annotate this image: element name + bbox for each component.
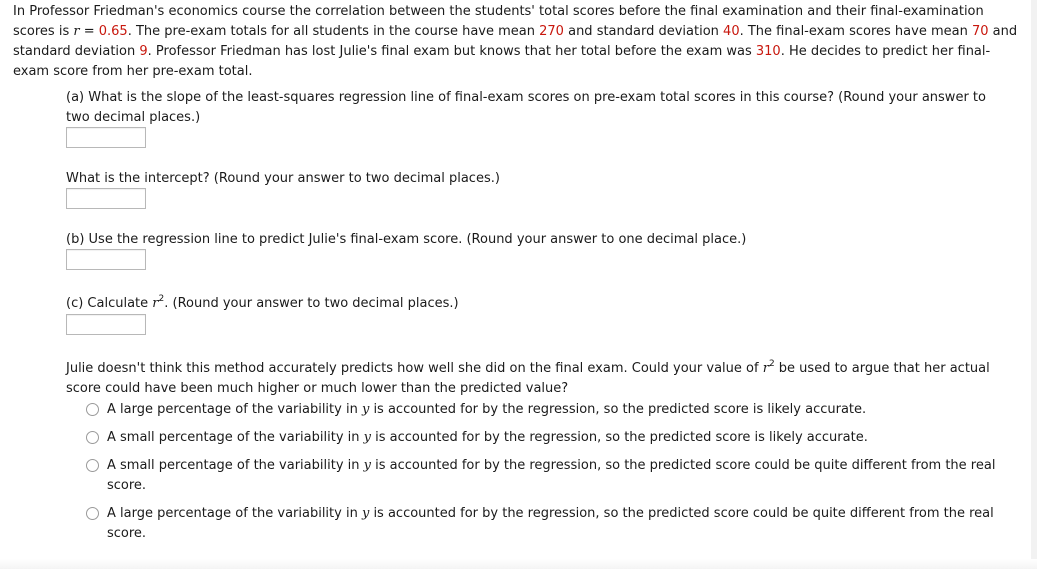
intro-text: . The final-exam scores have mean — [739, 24, 972, 39]
correlation-value: 0.65 — [98, 24, 128, 39]
r-squared-question: (c) Calculate $r^2$. (Round your answer to two decimal places.) — [66, 294, 459, 311]
final-exam-mean: 70 — [971, 24, 989, 39]
radio-button[interactable] — [86, 507, 99, 520]
intro-text: . The pre-exam totals for all students in the course have mean — [127, 24, 540, 39]
intro-text: In Professor Friedman's economics course the correlation between the students' total scores before the final examination and their final-examination scores is — [13, 4, 984, 39]
intercept-question: What is the intercept? (Round your answer to two decimal places.) — [66, 171, 500, 186]
intro-text: . He decides to predict her final-exam score from her pre-exam total. — [13, 44, 991, 79]
intro-text: and standard deviation — [13, 24, 1018, 59]
julie-pre-exam-total: 310 — [755, 44, 781, 59]
pre-exam-mean: 270 — [539, 24, 564, 39]
final-exam-sd: 9 — [139, 44, 148, 59]
intro-text: and standard deviation — [563, 24, 724, 39]
intercept-input[interactable] — [66, 188, 146, 209]
page-bottom-shade — [0, 559, 1037, 569]
prediction-question: (b) Use the regression line to predict Julie's final-exam score. (Round your answer to one decimal place.) — [66, 232, 747, 247]
r-symbol: r — [152, 296, 159, 311]
intro-text: = — [79, 24, 99, 39]
slope-question: (a) What is the slope of the least-squares regression line of final-exam scores on pre-exam total scores in this course? (Round your answer to two decimal places.) — [66, 90, 986, 125]
r-symbol: r — [73, 24, 80, 39]
radio-button[interactable] — [86, 403, 99, 416]
slope-input[interactable] — [66, 127, 146, 148]
problem-intro — [13, 2, 1018, 82]
page-edge — [1031, 0, 1037, 569]
question-page: In Professor Friedman's economics course the correlation between the students' total scores before the final examination and their final-examination scores is r = 0.65. The pre-exam totals for all students in the course have mean 270 and standard deviation 40. The final-exam scores have mean 70 and standard deviation 9. Professor Friedman has lost Julie's final exam but knows that her total before the exam was 310. He decides to predict her final-exam score from her pre-exam total. (a) What is the slope of the least-squares regression line of final-exam scores on pre-exam total scores in this course? (Round your answer to two decimal places.) What is the intercept? (Round your answer to two decimal places.) (b) Use the regression line to predict Julie's final-exam score. (Round your answer to one decimal place.) (c) Calculate $r^2$. (Round your answer to two decimal places.) Julie doesn't think this method accurately predicts how well she did on the final exam. Could your value of $r^2$ be used to argue that her actual score could have been much higher or much lower than the predicted value? A large percentage of the variability in y is accounted for by the regression, so the predicted score is likely accurate. A small percentage of the variability in y is accounted for by the regression, so the predicted score is likely accurate. A small percentage of the variability in y is accounted for by the regression, so the predicted score could be quite different from the real score. A large percentage of the variability in y is accounted for by the regression, so the predicted score could be quite different from the real score. — [0, 0, 1037, 569]
followup-question: Julie doesn't think this method accurately predicts how well she did on the final exam. Could your value of $r^2$ be used to argue that her actual score could have been much higher or much lower than the predicted value? — [66, 359, 990, 396]
radio-button[interactable] — [86, 431, 99, 444]
intro-text: . Professor Friedman has lost Julie's final exam but knows that her total before the exam was — [147, 44, 756, 59]
r-squared-input[interactable] — [66, 314, 146, 335]
prediction-input[interactable] — [66, 249, 146, 270]
pre-exam-sd: 40 — [723, 24, 740, 39]
r-symbol: r — [762, 361, 769, 376]
radio-button[interactable] — [86, 459, 99, 472]
